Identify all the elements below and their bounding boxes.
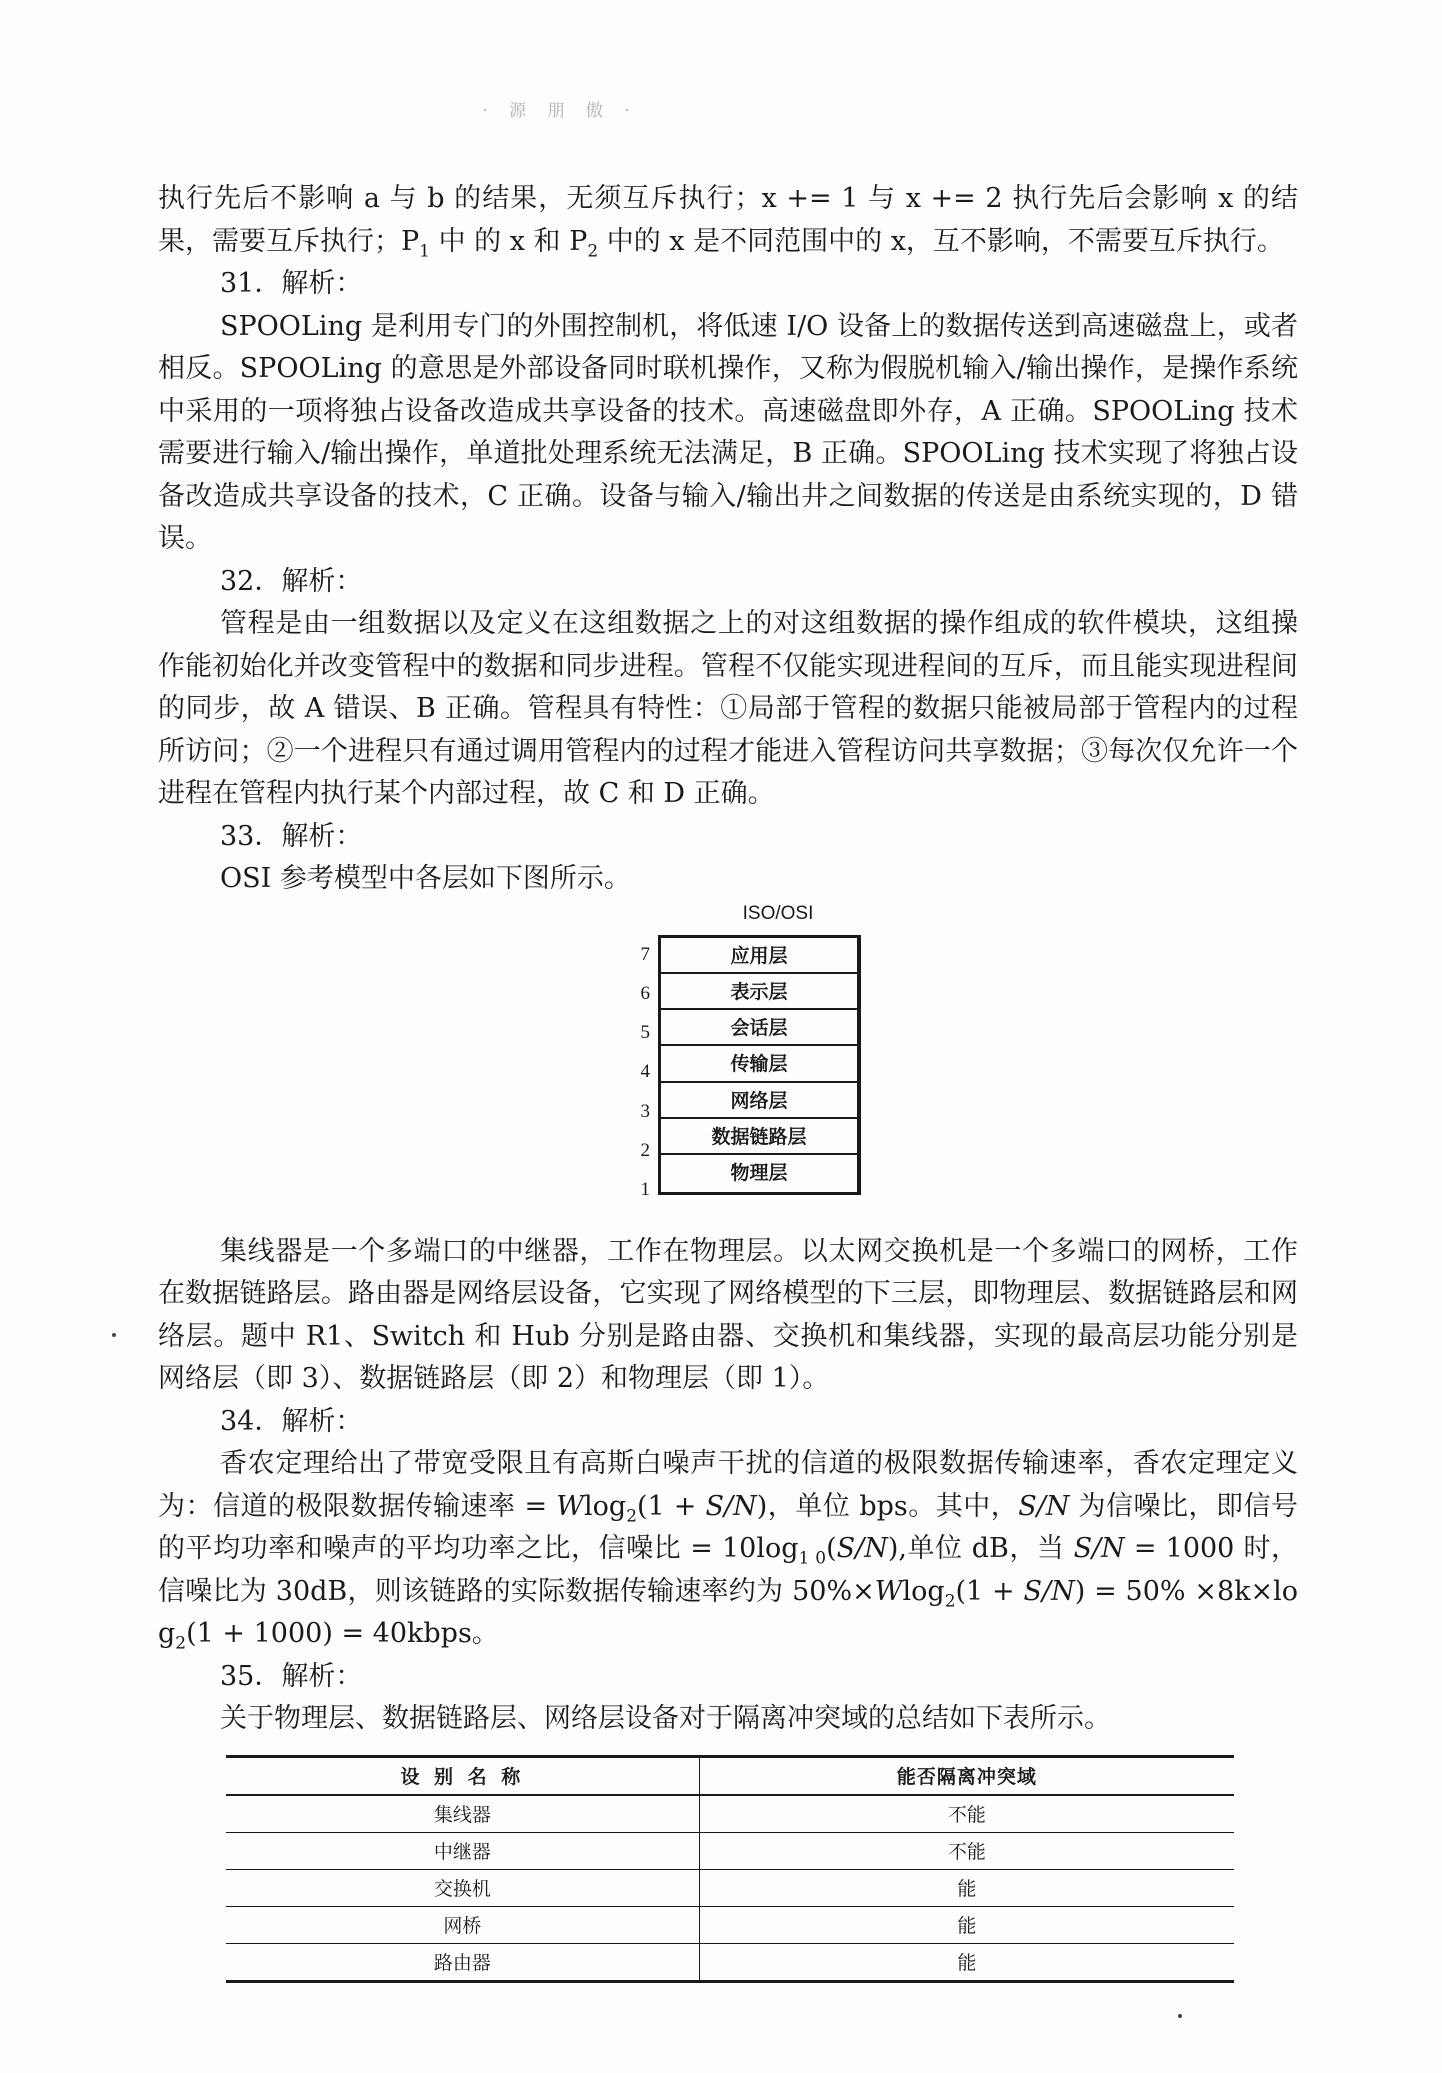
p1-symbol: $P_1$	[401, 225, 430, 261]
scan-speck	[112, 1333, 116, 1337]
osi-layer-network: 网络层	[661, 1083, 857, 1119]
collision-domain-table	[226, 1755, 1234, 1983]
table-header-device: 设 别 名 称	[226, 1756, 699, 1795]
q35-heading: 35．解析：	[220, 1660, 363, 1692]
table-cell-isolation: 能	[699, 1943, 1234, 1981]
osi-layer-numbers	[620, 935, 650, 1210]
table-cell-device: 路由器	[226, 1943, 699, 1981]
osi-layer-presentation: 表示层	[661, 974, 857, 1010]
continued-text-mid: 中 的 x 和	[430, 225, 570, 257]
table-cell-isolation: 不能	[699, 1832, 1234, 1869]
table-cell-isolation: 不能	[699, 1795, 1234, 1833]
page-content	[158, 178, 1298, 1983]
osi-layer-number: 7	[640, 943, 650, 965]
osi-layer-number: 6	[640, 982, 650, 1004]
q32-heading: 32．解析：	[220, 565, 363, 597]
osi-layer-number: 3	[640, 1100, 650, 1122]
table-cell-isolation: 能	[699, 1869, 1234, 1906]
osi-layer-number: 4	[640, 1061, 650, 1083]
running-header-mark: · 源 朋 傲 ·	[482, 101, 638, 121]
continued-text-end: 中的 x 是不同范围中的 x，互不影响，不需要互斥执行。	[598, 225, 1284, 257]
table-header-isolation: 能否隔离冲突域	[699, 1756, 1234, 1795]
table-header-row	[226, 1756, 1234, 1795]
q31-heading: 31．解析：	[220, 268, 363, 299]
osi-layer-number: 2	[640, 1139, 650, 1161]
table-row	[226, 1943, 1234, 1981]
table-cell-device: 中继器	[226, 1832, 699, 1869]
osi-layer-number: 5	[640, 1022, 650, 1044]
q33-body: 集线器是一个多端口的中继器，工作在物理层。以太网交换机是一个多端口的网桥，工作在数据链路层。路由器是网络层设备，它实现了网络模型的下三层，即物理层、数据链路层和网络层。题中 R1、Switch 和 Hub 分别是路由器、交换机和集线器，实现的最高层功能分别是网络层（即 3）、数据链路层（即 2）和物理层（即 1）。	[158, 1235, 1298, 1394]
osi-layer-data-link: 数据链路层	[661, 1119, 857, 1155]
osi-diagram-title: ISO/OSI	[742, 902, 814, 924]
table-row	[226, 1795, 1234, 1833]
table-cell-device: 交换机	[226, 1869, 699, 1906]
osi-layer-application: 应用层	[661, 938, 857, 974]
table-cell-isolation: 能	[699, 1906, 1234, 1943]
osi-layer-session: 会话层	[661, 1010, 857, 1046]
q35-intro: 关于物理层、数据链路层、网络层设备对于隔离冲突域的总结如下表所示。	[220, 1703, 1111, 1734]
q34-body: 香农定理给出了带宽受限且有高斯白噪声干扰的信道的极限数据传输速率，香农定理定义为：信道的极限数据传输速率 = Wlog$_2$(1 + S/N)，单位 bps。其中，S/N 为信噪比，即信号的平均功率和噪声的平均功率之比，信噪比 = $10\log_{1 0}(S/N)$,单位 dB，当 S/N = 1000 时，信噪比为 30dB，则该链路的实际数据传输速率约为 $50\%\times Wlog_2(1 + S/N) = 50\% \times 8k\times\log_2(1 + 1000)$ = 40kbps。	[158, 1448, 1299, 1654]
osi-layer-stack	[658, 935, 861, 1195]
table-cell-device: 集线器	[226, 1795, 699, 1833]
continued-text: 执行先后不影响 a 与 b 的结果，无须互斥执行；x += 1 与 x += 2 执行先后会影响 x 的结果，需要互斥执行；	[158, 183, 1298, 257]
p2-symbol: $P_2$	[569, 225, 599, 261]
q34-heading: 34．解析：	[220, 1405, 363, 1437]
table-cell-device: 网桥	[226, 1906, 699, 1943]
q31-body: SPOOLing 是利用专门的外围控制机，将低速 I/O 设备上的数据传送到高速磁盘上，或者相反。SPOOLing 的意思是外部设备同时联机操作，又称为假脱机输入/输出操作，是操作系统中采用的一项将独占设备改造成共享设备的技术。高速磁盘即外存，A 正确。SPOOLing 技术需要进行输入/输出操作，单道批处理系统无法满足，B 正确。SPOOLing 技术实现了将独占设备改造成共享设备的技术，C 正确。设备与输入/输出井之间数据的传送是由系统实现的，D 错误。	[158, 310, 1298, 554]
table-row	[226, 1869, 1234, 1906]
q33-heading: 33．解析：	[220, 820, 363, 852]
q33-intro: OSI 参考模型中各层如下图所示。	[220, 863, 631, 894]
osi-layer-physical: 物理层	[730, 1162, 788, 1185]
continued-paragraph	[158, 178, 1298, 263]
q32-body: 管程是由一组数据以及定义在这组数据之上的对这组数据的操作组成的软件模块，这组操作能初始化并改变管程中的数据和同步进程。管程不仅能实现进程间的互斥，而且能实现进程间的同步，故 A 错误、B 正确。管程具有特性：①局部于管程的数据只能被局部于管程内的过程所访问；②一个进程只有通过调用管程内的过程才能进入管程访问共享数据；③每次仅允许一个进程在管程内执行某个内部过程，故 C 和 D 正确。	[158, 608, 1298, 809]
osi-model-diagram	[158, 901, 1298, 1231]
scan-speck	[1178, 2014, 1182, 2018]
table-row	[226, 1906, 1234, 1943]
osi-layer-transport: 传输层	[661, 1046, 857, 1082]
osi-layer-number: 1	[640, 1179, 650, 1201]
table-row	[226, 1832, 1234, 1869]
